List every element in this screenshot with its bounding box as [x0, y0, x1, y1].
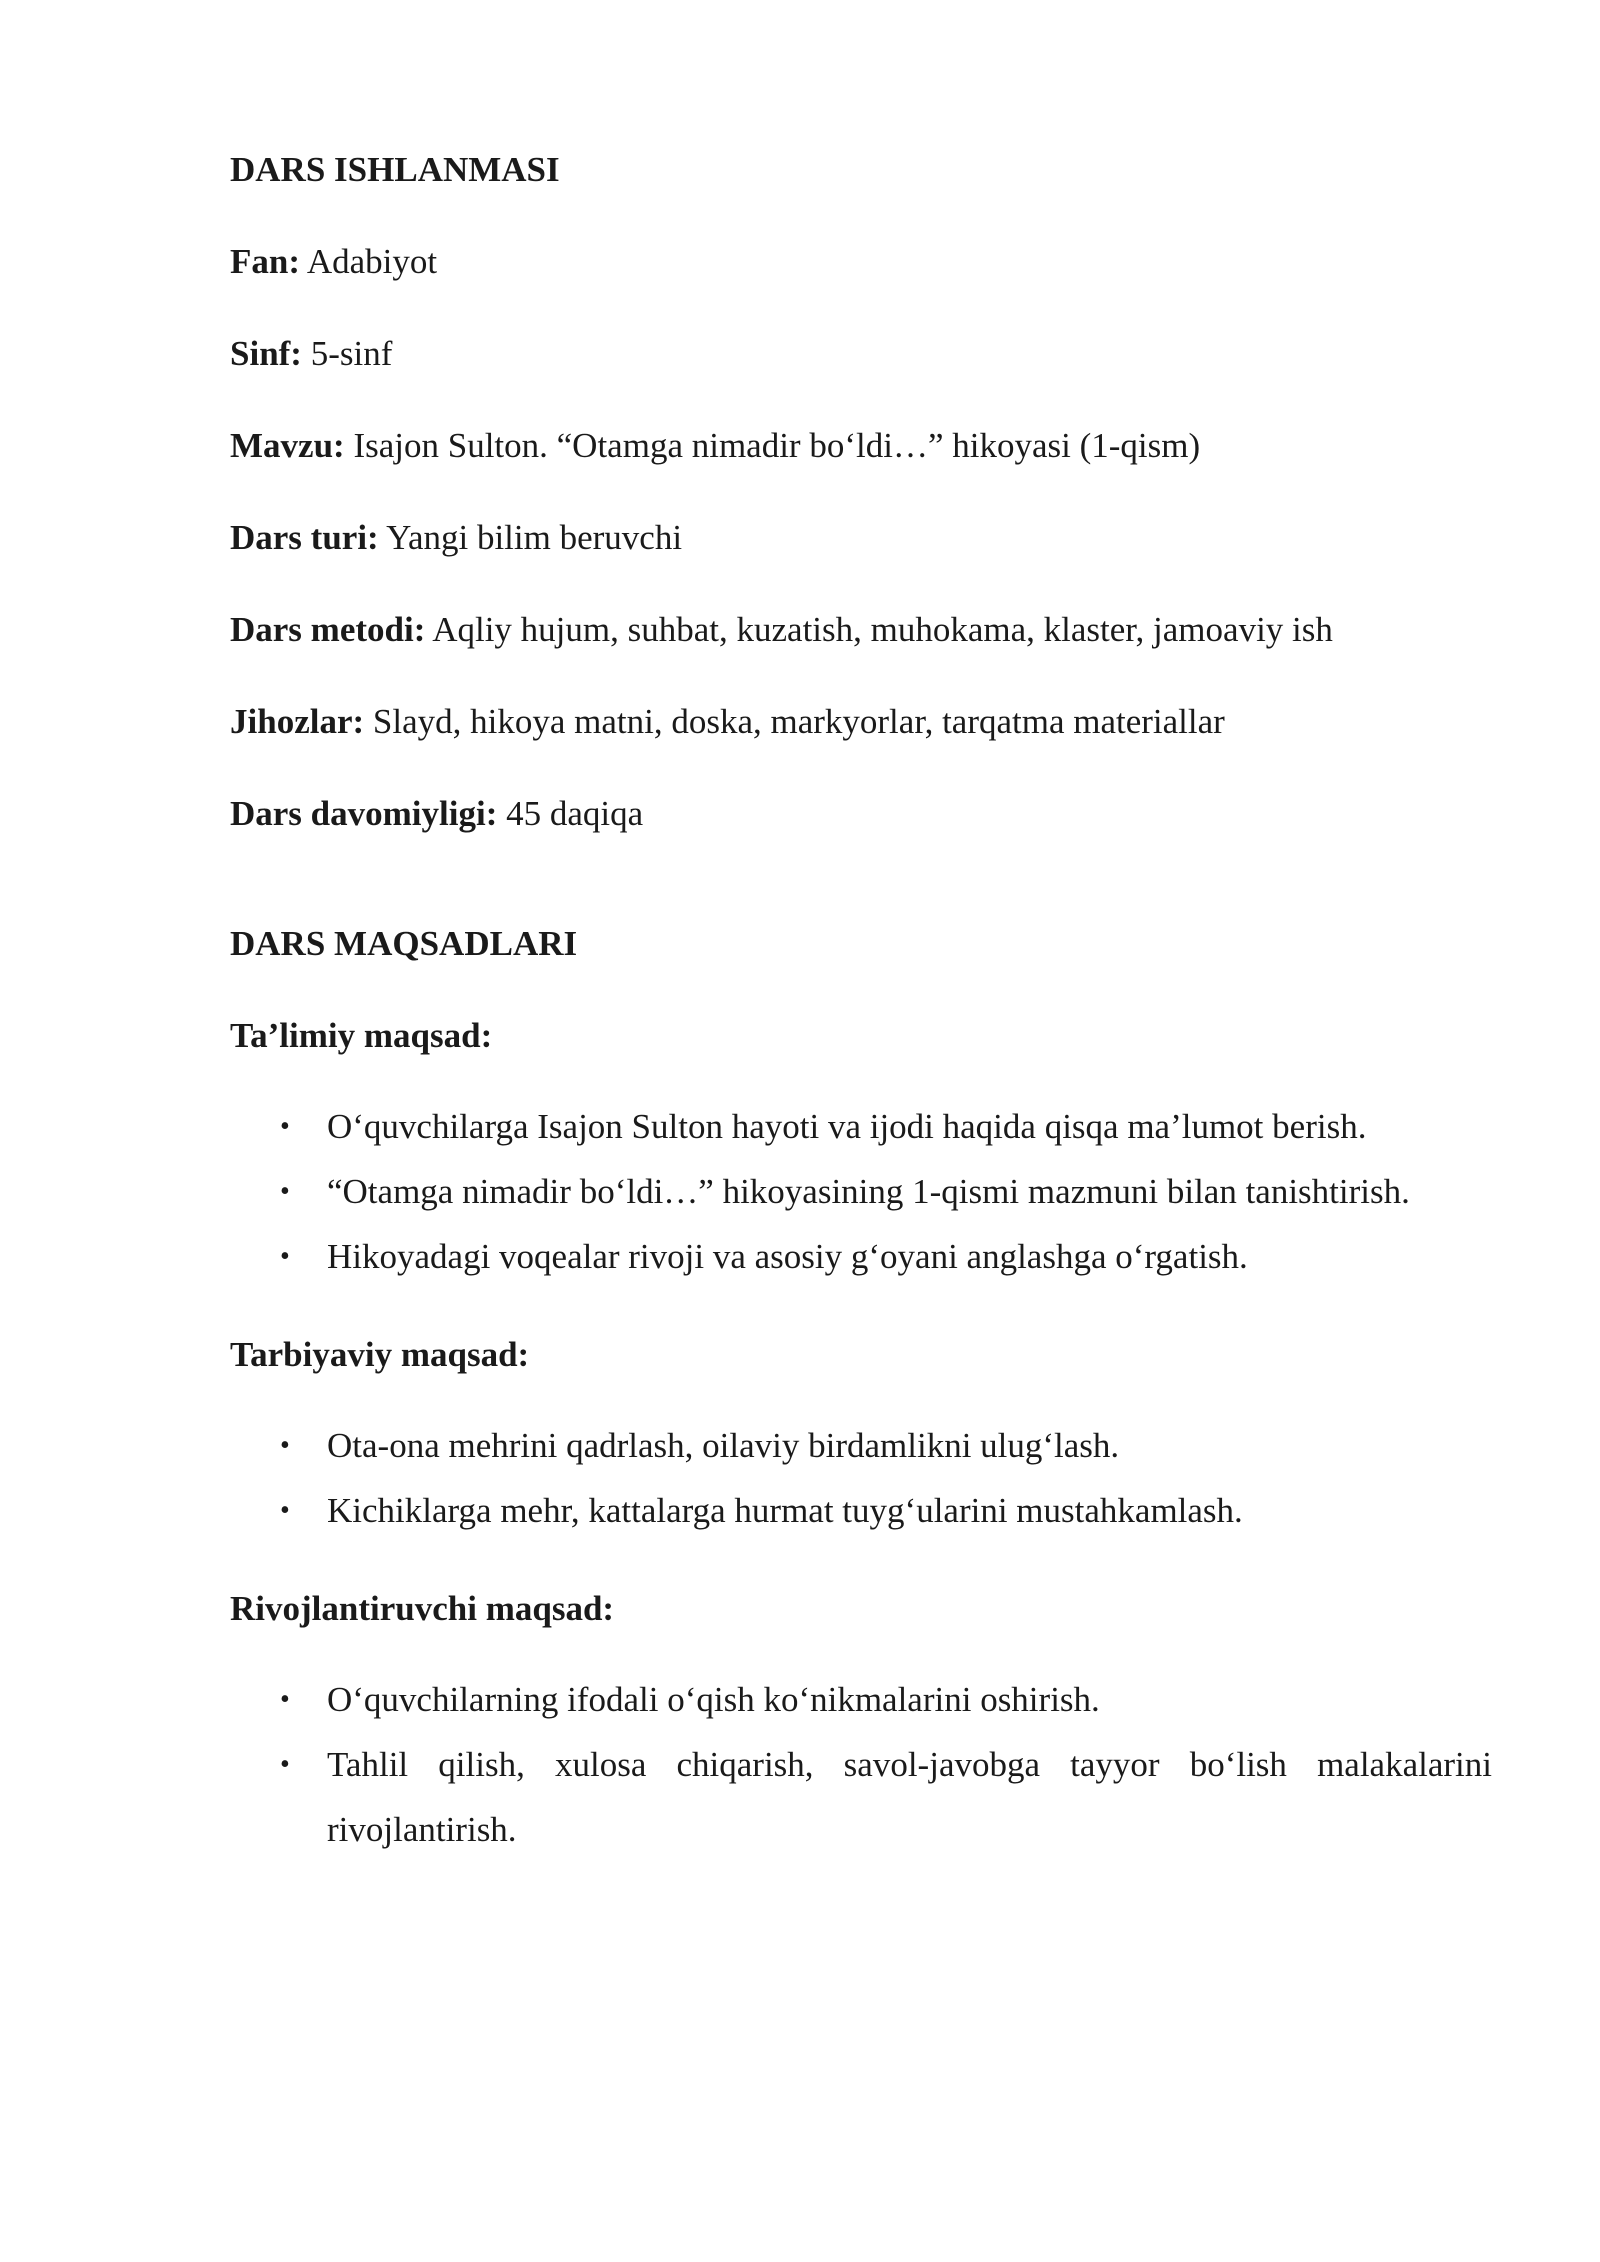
info-subject: [230, 242, 1492, 282]
goal-text: Tahlil qilish, xulosa chiqarish, savol-javobga tayyor bo‘lish malakalarini rivojlantirish.: [327, 1745, 1492, 1849]
goal-group-title: Tarbiyaviy maqsad:: [230, 1335, 530, 1374]
info-value: Isajon Sulton. “Otamga nimadir bo‘ldi…” hikoyasi (1-qism): [353, 426, 1201, 465]
goal-text: O‘quvchilarning ifodali o‘qish ko‘nikmalarini oshirish.: [327, 1680, 1100, 1719]
info-label: Fan:: [230, 242, 300, 281]
info-grade: [230, 334, 1492, 374]
document-page: [230, 150, 1492, 1862]
bullet-icon: •: [280, 1495, 290, 1526]
info-value: Slayd, hikoya matni, doska, markyorlar, tarqatma materiallar: [372, 702, 1225, 741]
list-item: [230, 1732, 1492, 1862]
info-label: Jihozlar:: [230, 702, 365, 741]
goal-list: [230, 1094, 1492, 1289]
info-duration: [230, 794, 1492, 834]
goal-text: Kichiklarga mehr, kattalarga hurmat tuyg‘ularini mustahkamlash.: [327, 1491, 1243, 1530]
list-item: [230, 1413, 1492, 1478]
info-topic: [230, 426, 1492, 466]
info-label: Mavzu:: [230, 426, 345, 465]
goal-text: O‘quvchilarga Isajon Sulton hayoti va ijodi haqida qisqa ma’lumot berish.: [327, 1107, 1367, 1146]
info-method: [230, 610, 1492, 650]
goal-list: [230, 1413, 1492, 1543]
list-item: [230, 1224, 1492, 1289]
list-item: [230, 1667, 1492, 1732]
info-lesson-type: [230, 518, 1492, 558]
bullet-icon: •: [280, 1430, 290, 1461]
goal-group-title: Ta’limiy maqsad:: [230, 1016, 493, 1055]
goal-text: “Otamga nimadir bo‘ldi…” hikoyasining 1-qismi mazmuni bilan tanishtirish.: [327, 1172, 1410, 1211]
bullet-icon: •: [280, 1176, 290, 1207]
goal-text: Hikoyadagi voqealar rivoji va asosiy g‘oyani anglashga o‘rgatish.: [327, 1237, 1248, 1276]
info-label: Dars metodi:: [230, 610, 426, 649]
info-label: Dars turi:: [230, 518, 379, 557]
goal-text: Ota-ona mehrini qadrlash, oilaviy birdamlikni ulug‘lash.: [327, 1426, 1120, 1465]
info-label: Sinf:: [230, 334, 302, 373]
bullet-icon: •: [280, 1241, 290, 1272]
list-item: [230, 1478, 1492, 1543]
info-equipment: [230, 702, 1492, 742]
goals-section-title: DARS MAQSADLARI: [230, 924, 578, 963]
goal-group-title: Rivojlantiruvchi maqsad:: [230, 1589, 615, 1628]
info-value: Adabiyot: [306, 242, 438, 281]
goal-list: [230, 1667, 1492, 1862]
info-value: Yangi bilim beruvchi: [386, 518, 683, 557]
info-value: 45 daqiqa: [506, 794, 644, 833]
info-label: Dars davomiyligi:: [230, 794, 498, 833]
list-item: [230, 1094, 1492, 1159]
info-value: 5-sinf: [310, 334, 393, 373]
bullet-icon: •: [280, 1749, 290, 1780]
bullet-icon: •: [280, 1684, 290, 1715]
document-title: DARS ISHLANMASI: [230, 150, 560, 189]
bullet-icon: •: [280, 1111, 290, 1142]
list-item: [230, 1159, 1492, 1224]
info-value: Aqliy hujum, suhbat, kuzatish, muhokama, klaster, jamoaviy ish: [432, 610, 1333, 649]
